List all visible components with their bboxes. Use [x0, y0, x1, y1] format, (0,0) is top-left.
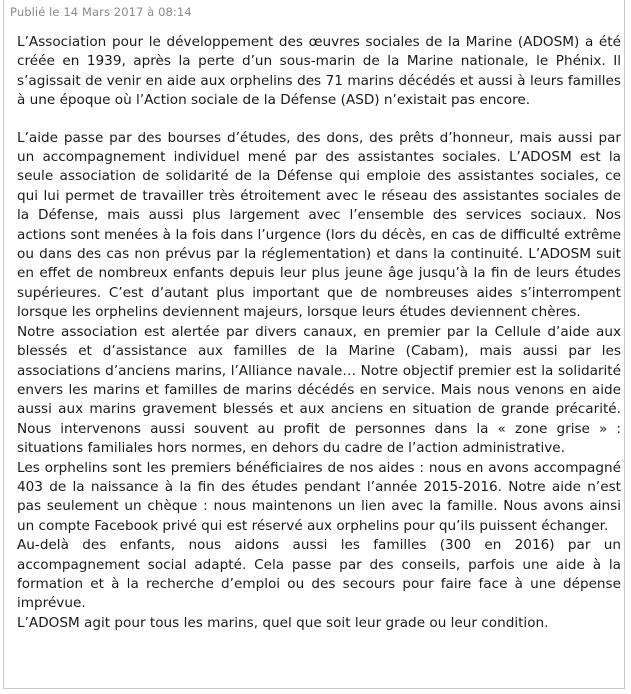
paragraph-all-sailors: L’ADOSM agit pour tous les marins, quel que soit leur grade ou leur condition.	[17, 614, 549, 631]
paragraph-alerts: Notre association est alertée par divers canaux, en premier par la Cellule d’aide aux blessés et d’assistance aux familles de la Marine (Cabam), mais aussi par les associations d’anciens marins, l’Alliance navale… Notre objectif premier est la solidarité envers les marins et familles de marins décédés en service. Mais nous venons en aide aussi aux marins gravement blessés et aux anciens en situation de grande précarité. Nous intervenons aussi souvent au profit de personnes dans la « zone grise » : situations familiales hors normes, en dehors du cadre de l’action administrative.	[17, 323, 621, 457]
paragraph-orphans: Les orphelins sont les premiers bénéficiaires de nos aides : nous en avons accompagné 403 de la naissance à la fin des études pendant l’année 2015-2016. Notre aide n’est pas seulement un chèque : nous maintenons un lien avec la famille. Nous avons ainsi un compte Facebook privé qui est réservé aux orphelins pour qu’ils puissent échanger.	[17, 459, 621, 534]
publication-date: Publié le 14 Mars 2017 à 08:14	[10, 5, 192, 19]
paragraph-families: Au-delà des enfants, nous aidons aussi les familles (300 en 2016) par un accompagnement social adapté. Cela passe par des conseils, parfois une aide à la formation et à la recherche d’emploi ou des secours pour faire face à une dépense imprévue.	[17, 537, 621, 612]
article-body	[17, 33, 621, 633]
paragraph-history: L’Association pour le développement des œuvres sociales de la Marine (ADOSM) a été créée en 1939, après la perte d’un sous-marin de la Marine nationale, le Phénix. Il s’agissait de venir en aide aux orphelins des 71 marins décédés et aussi à leurs familles à une époque où l’Action sociale de la Défense (ASD) n’existait pas encore.	[17, 34, 621, 109]
paragraph-aid: L’aide passe par des bourses d’études, des dons, des prêts d’honneur, mais aussi par un accompagnement individuel mené par des assistantes sociales. L’ADOSM est la seule association de solidarité de la Défense qui emploie des assistantes sociales, ce qui lui permet de travailler très étroitement avec le réseau des assistantes sociales de la Défense, mais aussi plus largement avec l’ensemble des services sociaux. Nos actions sont menées à la fois dans l’urgence (lors du décès, en cas de difficulté extrême ou dans des cas non prévus par la réglementation) et dans la continuité. L’ADOSM suit en effet de nombreux enfants depuis leur plus jeune âge jusqu’à la fin de leurs études supérieures. C’est d’autant plus important que de nombreuses aides s’interrompent lorsque les orphelins deviennent majeurs, lorsque leurs études deviennent chères.	[17, 129, 621, 321]
